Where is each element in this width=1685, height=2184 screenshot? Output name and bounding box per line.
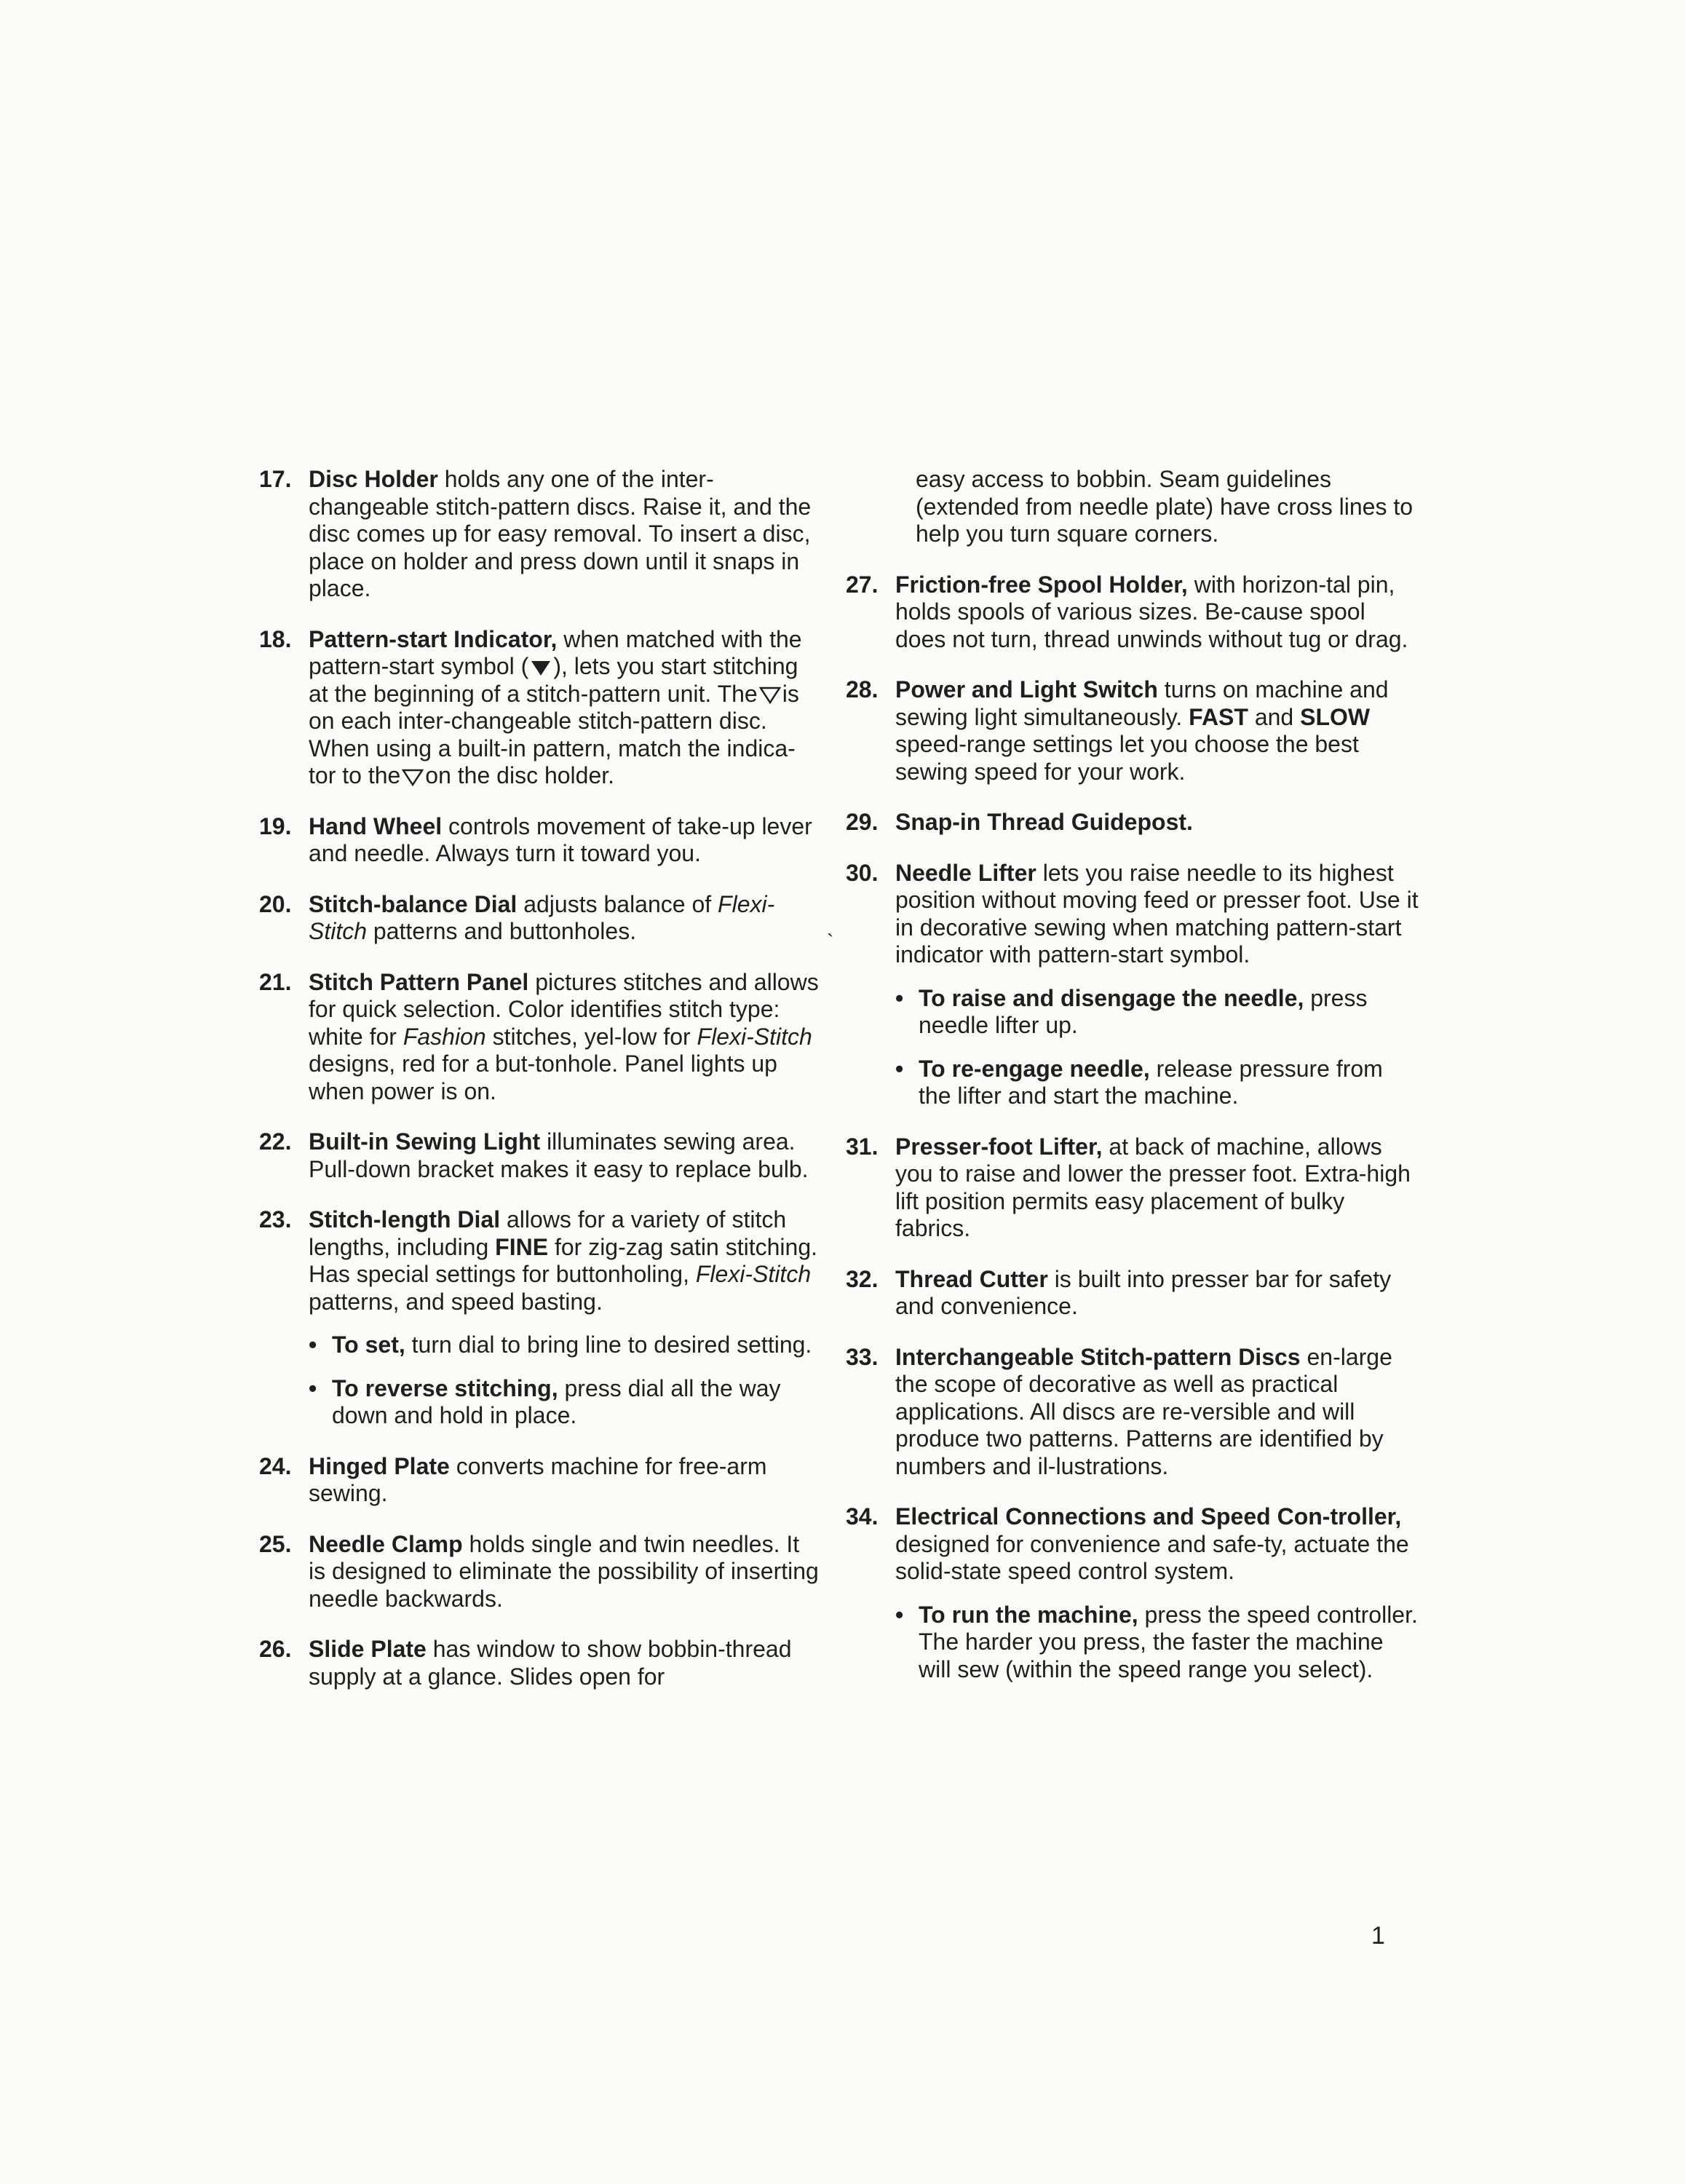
item-number: 30. (846, 859, 879, 886)
bullet-body: press the speed controller. The harder you press, the faster the machine will sew (within the speed range you select). (919, 1601, 1418, 1682)
item-title: Hand Wheel (309, 812, 443, 839)
margin-speck: ` (827, 930, 834, 953)
item-27-spool-holder (846, 571, 1421, 654)
item-body: for zig-zag satin stitching. Has special settings for buttonholing, (309, 1233, 817, 1287)
item-title: Thread Cutter (895, 1265, 1048, 1292)
item-number: 28. (846, 676, 879, 703)
bullet-item (895, 1602, 1421, 1684)
item-number: 29. (846, 809, 879, 835)
item-30-needle-lifter (846, 860, 1421, 1110)
bullet-item (895, 1056, 1421, 1110)
right-column (846, 466, 1421, 1706)
item-title: Needle Lifter (895, 859, 1036, 886)
item-number: 19. (259, 812, 292, 839)
item-19-hand-wheel (259, 813, 820, 868)
item-number: 20. (259, 890, 292, 917)
item-body: holds single and twin needles. It is designed to eliminate the possibility of inserting needle backwards. (309, 1530, 819, 1612)
item-italic: Flexi-Stitch (309, 890, 775, 944)
item-title: Presser-foot Lifter, (895, 1133, 1103, 1160)
bullet-title: To raise and disengage the needle, (919, 984, 1304, 1011)
item-body: ), lets you start stitching at the beginning of a stitch-pattern unit. The (309, 653, 798, 707)
item-number: 18. (259, 625, 292, 652)
item-number: 21. (259, 968, 292, 995)
item-title: Interchangeable Stitch-pattern Discs (895, 1343, 1301, 1370)
item-body: illuminates sewing area. Pull-down bracket makes it easy to replace bulb. (309, 1128, 809, 1182)
item-body: pictures stitches and allows for quick selection. Color identifies stitch type: white for (309, 968, 819, 1050)
item-body: holds any one of the inter-changeable stitch-pattern discs. Raise it, and the disc comes up for easy removal. To insert a disc, place on holder and press down until it snaps in place. (309, 466, 812, 601)
outline-triangle-icon (402, 769, 424, 786)
item-body: when matched with the pattern-start symbol ( (309, 625, 802, 679)
bullet-title: To set, (332, 1332, 405, 1358)
item-body: is built into presser bar for safety and convenience. (895, 1265, 1392, 1319)
item-title: Snap-in Thread Guidepost. (895, 809, 1193, 835)
item-number: 27. (846, 571, 879, 598)
item-title: Disc Holder (309, 466, 438, 492)
item-number: 17. (259, 466, 292, 492)
item-25-needle-clamp (259, 1531, 820, 1613)
bullet-body: turn dial to bring line to desired setting. (405, 1332, 812, 1358)
item-title: Hinged Plate (309, 1452, 450, 1479)
item-body: converts machine for free-arm sewing. (309, 1452, 767, 1506)
bullet-body: press dial all the way down and hold in place. (332, 1374, 781, 1428)
item-body: adjusts balance of (517, 890, 718, 917)
item-body: lets you raise needle to its highest position without moving feed or presser foot. Use it in decorative sewing when matching pattern-start indicator with pattern-start symbol. (895, 859, 1419, 968)
item-title: Friction-free Spool Holder, (895, 571, 1188, 598)
filled-triangle-icon (530, 660, 552, 677)
item-34-electrical-connections (846, 1503, 1421, 1683)
item-number: 34. (846, 1503, 879, 1530)
item-21-stitch-pattern-panel (259, 969, 820, 1106)
bullet-item (309, 1375, 820, 1430)
item-body: on the disc holder. (425, 762, 615, 788)
bullet-icon: • (309, 1374, 317, 1401)
item-body: controls movement of take-up lever and needle. Always turn it toward you. (309, 812, 812, 866)
item-18-pattern-start-indicator (259, 626, 820, 790)
item-number: 32. (846, 1265, 879, 1292)
bullet-item (895, 985, 1421, 1040)
item-title: Power and Light Switch (895, 676, 1158, 703)
bullet-icon: • (895, 984, 904, 1011)
item-title: Built-in Sewing Light (309, 1128, 541, 1155)
item-italic: Flexi-Stitch (695, 1261, 812, 1287)
item-title: Stitch-length Dial (309, 1206, 501, 1233)
bullet-icon: • (895, 1601, 904, 1628)
item-body: designs, red for a but-tonhole. Panel lights up when power is on. (309, 1051, 777, 1104)
item-bold: FINE (495, 1233, 549, 1260)
item-body: en-large the scope of decorative as well as practical applications. All discs are re-versible and will produce two patterns. Patterns are identified by numbers and il-lustrations. (895, 1343, 1392, 1479)
item-italic: Fashion (403, 1023, 486, 1050)
item-number: 24. (259, 1452, 292, 1479)
item-23-stitch-length-dial (259, 1206, 820, 1430)
item-number: 31. (846, 1133, 879, 1160)
left-column (259, 466, 820, 1714)
item-body: speed-range settings let you choose the best sewing speed for your work. (895, 731, 1359, 785)
item-number: 23. (259, 1206, 292, 1233)
item-title: Needle Clamp (309, 1530, 463, 1557)
item-26-continuation: easy access to bobbin. Seam guidelines (extended from needle plate) have cross lines to help you turn square corners. (916, 466, 1414, 547)
bullet-body: press needle lifter up. (919, 984, 1368, 1038)
item-title: Pattern-start Indicator, (309, 625, 558, 652)
item-33-stitch-pattern-discs (846, 1344, 1421, 1481)
item-body: and (1248, 703, 1301, 730)
item-title: Electrical Connections and Speed Con-troller, (895, 1503, 1402, 1530)
bullet-icon: • (895, 1055, 904, 1082)
item-17-disc-holder (259, 466, 820, 603)
item-bold: SLOW (1300, 703, 1371, 730)
item-body: stitches, yel-low for (485, 1023, 697, 1050)
item-22-built-in-sewing-light (259, 1128, 820, 1183)
page-number: 1 (1371, 1922, 1385, 1950)
item-body: allows for a variety of stitch lengths, including (309, 1206, 787, 1260)
item-24-hinged-plate (259, 1453, 820, 1508)
item-body: at back of machine, allows you to raise and lower the presser foot. Extra-high lift position permits easy placement of bulky fabrics. (895, 1133, 1411, 1241)
item-31-presser-foot-lifter (846, 1133, 1421, 1243)
item-body: turns on machine and sewing light simultaneously. (895, 676, 1389, 730)
item-number: 25. (259, 1530, 292, 1557)
bullet-item (309, 1332, 820, 1359)
item-bold: FAST (1189, 703, 1248, 730)
item-number: 33. (846, 1343, 879, 1370)
item-title: Stitch Pattern Panel (309, 968, 529, 995)
item-title: Stitch-balance Dial (309, 890, 518, 917)
item-body: designed for convenience and safe-ty, actuate the solid-state speed control system. (895, 1530, 1409, 1584)
item-32-thread-cutter (846, 1266, 1421, 1321)
item-28-power-light-switch (846, 676, 1421, 786)
item-body: patterns and buttonholes. (367, 918, 637, 944)
item-body: patterns, and speed basting. (309, 1288, 603, 1315)
bullet-body: release pressure from the lifter and start the machine. (919, 1055, 1383, 1109)
bullet-icon: • (309, 1332, 317, 1358)
item-number: 22. (259, 1128, 292, 1155)
item-26-slide-plate (259, 1636, 820, 1690)
item-italic: Flexi-Stitch (697, 1023, 812, 1050)
item-body: has window to show bobbin-thread supply at a glance. Slides open for (309, 1636, 792, 1690)
item-body: with horizon-tal pin, holds spools of various sizes. Be-cause spool does not turn, thread unwinds without tug or drag. (895, 571, 1408, 652)
item-29-thread-guidepost (846, 809, 1421, 836)
item-20-stitch-balance-dial (259, 891, 820, 946)
item-body: is on each inter-changeable stitch-pattern disc. When using a built-in pattern, match the indica-tor to the (309, 680, 799, 788)
item-title: Slide Plate (309, 1636, 427, 1662)
bullet-title: To reverse stitching, (332, 1374, 558, 1401)
bullet-title: To run the machine, (919, 1601, 1138, 1628)
outline-triangle-icon (759, 687, 781, 704)
item-number: 26. (259, 1636, 292, 1662)
bullet-title: To re-engage needle, (919, 1055, 1150, 1082)
